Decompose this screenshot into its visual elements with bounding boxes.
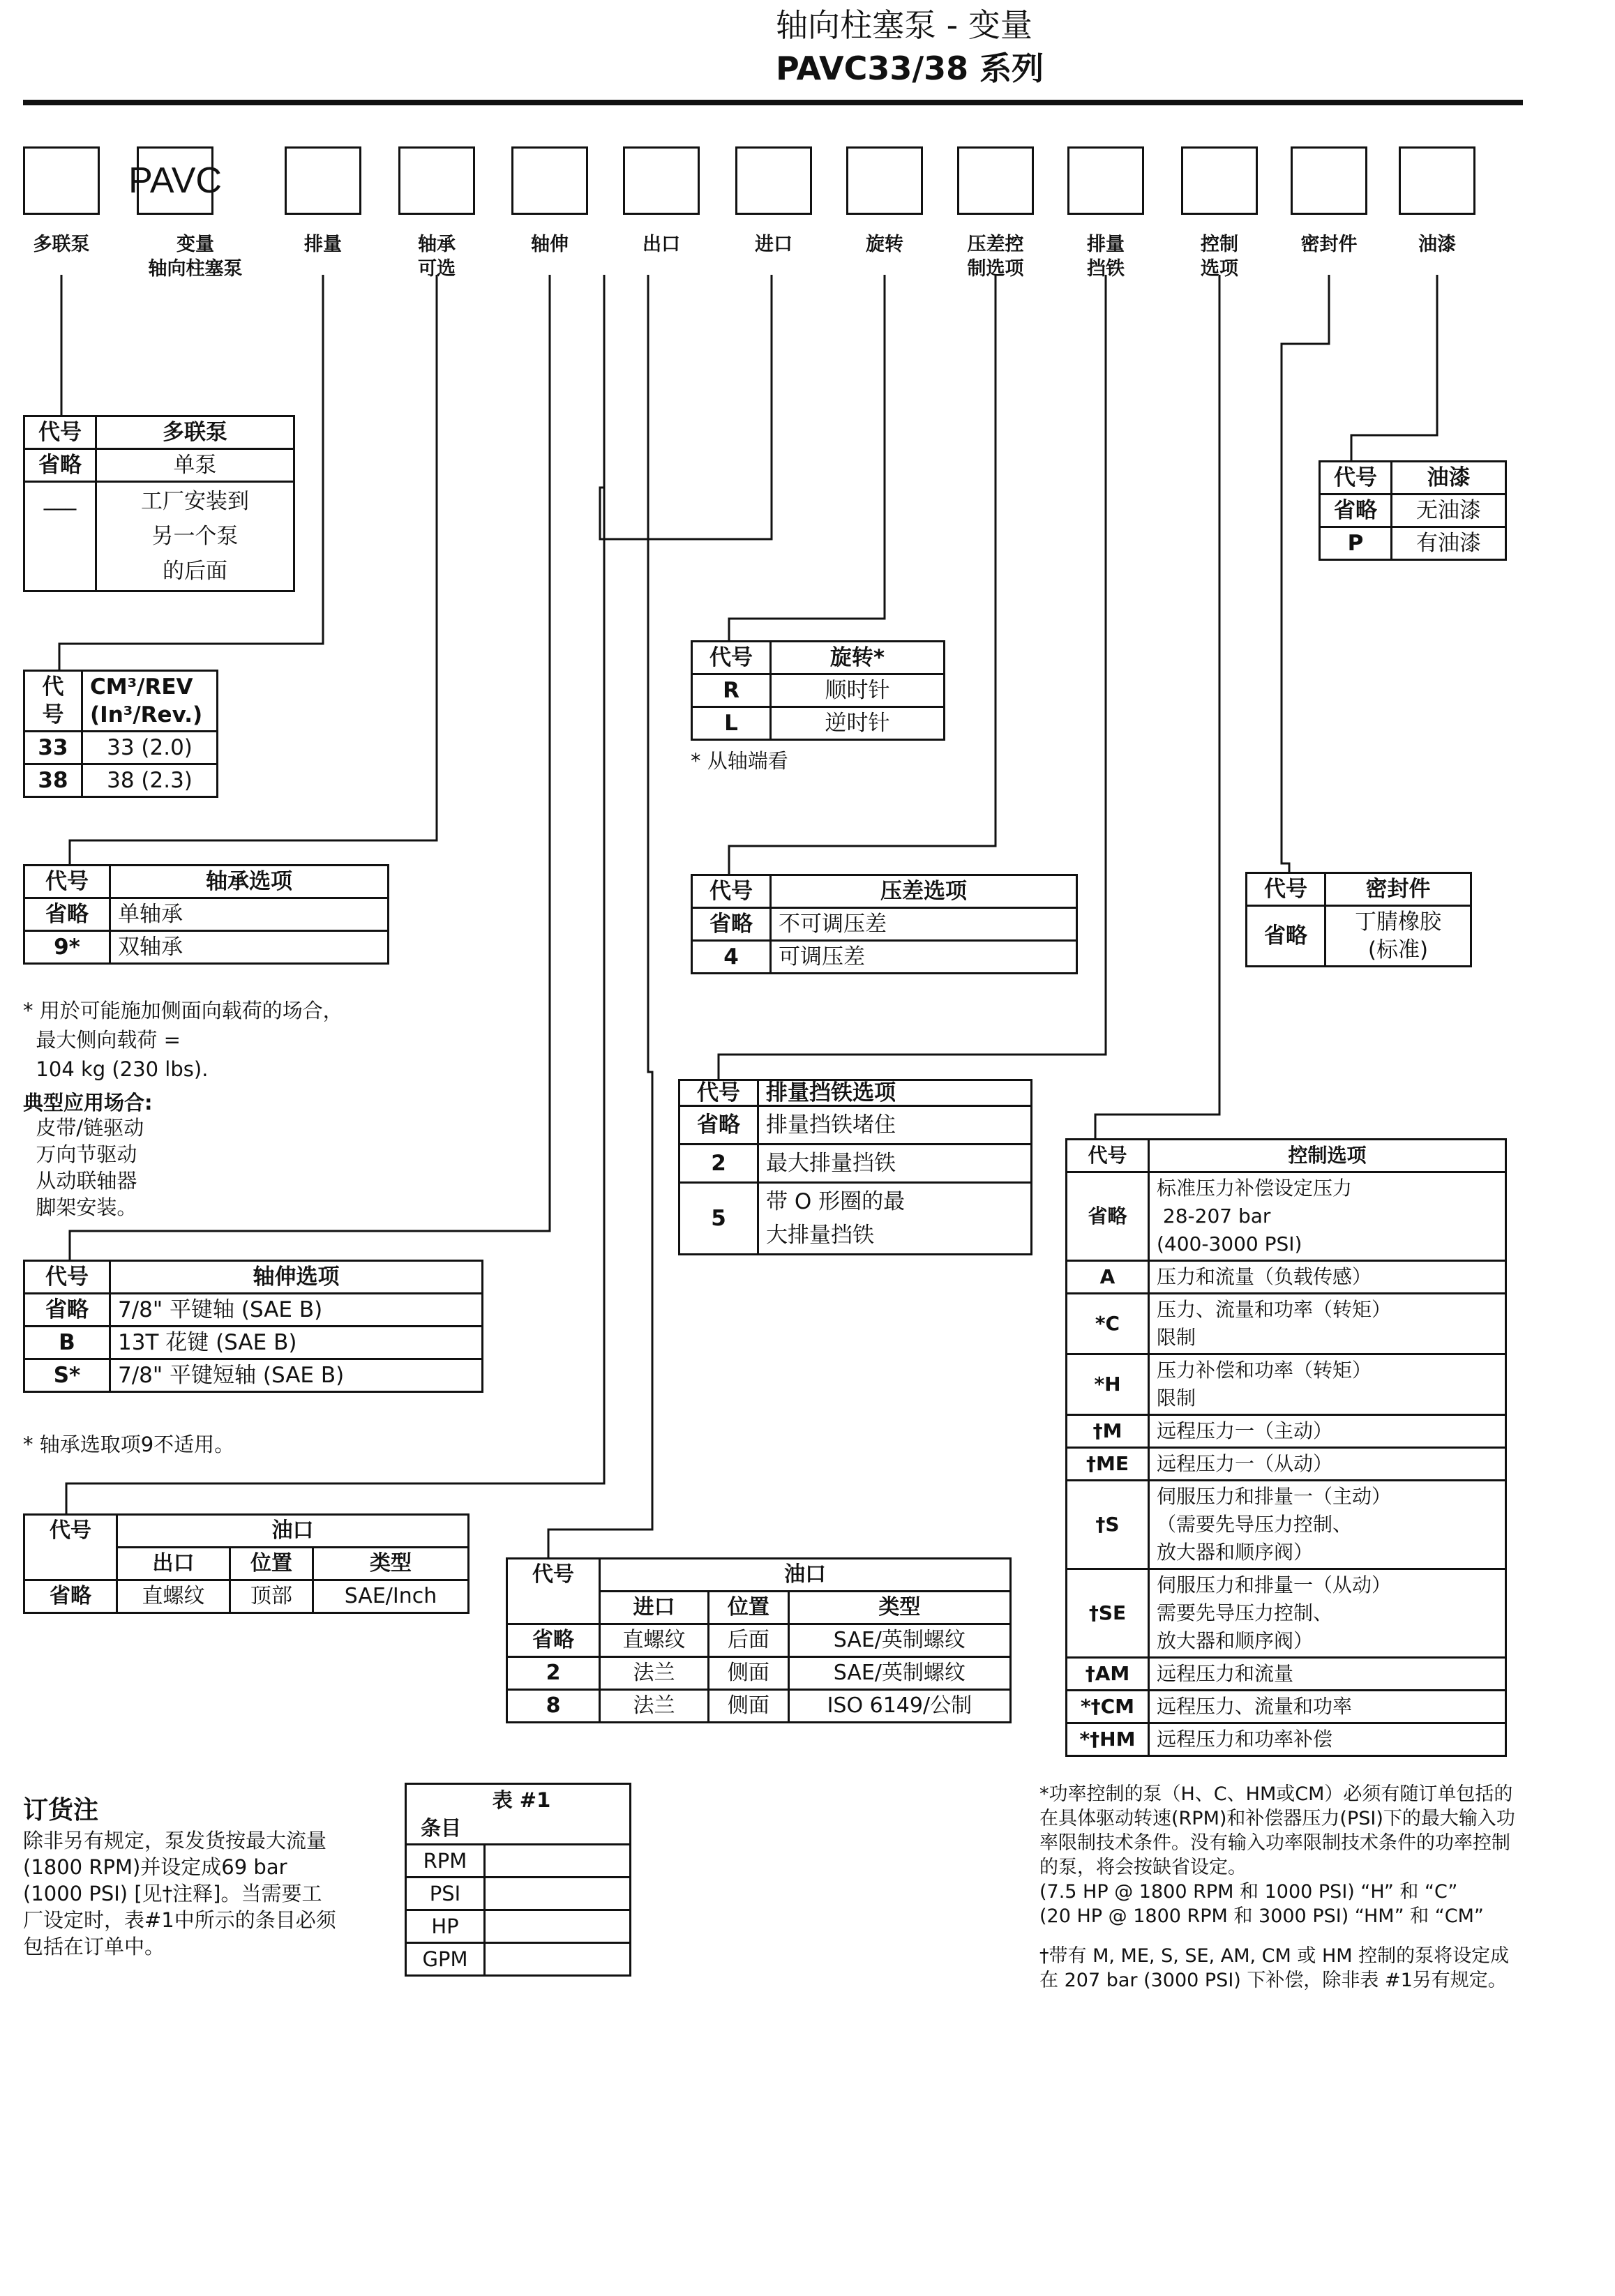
code-box-seal[interactable] bbox=[1291, 146, 1367, 215]
table-row bbox=[1067, 1415, 1506, 1448]
option-code: 省略 bbox=[1247, 906, 1325, 967]
table-row bbox=[1067, 1172, 1506, 1261]
option-desc: 无油漆 bbox=[1392, 494, 1506, 527]
option-code: P bbox=[1320, 527, 1392, 560]
header-desc: 轴伸选项 bbox=[110, 1261, 483, 1294]
displacement-table bbox=[23, 670, 218, 798]
option-type: SAE/英制螺纹 bbox=[788, 1657, 1010, 1690]
option-desc: 可调压差 bbox=[771, 941, 1077, 974]
label-control: 控制 选项 bbox=[1201, 234, 1238, 280]
header-desc: 油漆 bbox=[1392, 462, 1506, 494]
table-row bbox=[692, 941, 1077, 974]
option-position: 侧面 bbox=[709, 1657, 789, 1690]
table-row bbox=[692, 674, 945, 707]
header-code: 代号 bbox=[679, 1080, 758, 1106]
option-code: 省略 bbox=[1320, 494, 1392, 527]
option-code: *C bbox=[1067, 1294, 1149, 1354]
paint-table bbox=[1319, 460, 1507, 561]
table-row bbox=[1067, 1481, 1506, 1569]
table1-entry[interactable] bbox=[485, 1910, 631, 1943]
header-desc: 控制选项 bbox=[1149, 1140, 1506, 1172]
header-code: 代号 bbox=[692, 875, 771, 908]
table-row bbox=[24, 764, 218, 797]
option-desc: 单泵 bbox=[96, 449, 294, 482]
option-code: L bbox=[692, 707, 771, 740]
line-paint bbox=[1351, 275, 1437, 460]
table1 bbox=[405, 1783, 631, 1977]
option-code: 9* bbox=[24, 931, 110, 964]
option-type: ISO 6149/公制 bbox=[788, 1690, 1010, 1723]
table-row bbox=[406, 1943, 631, 1976]
header-desc: 压差选项 bbox=[771, 875, 1077, 908]
option-port: 法兰 bbox=[600, 1657, 709, 1690]
table1-item: GPM bbox=[406, 1943, 485, 1976]
table-row bbox=[1067, 1261, 1506, 1294]
ordering-title: 订货注 bbox=[23, 1796, 99, 1825]
table-row bbox=[24, 1294, 483, 1327]
option-code: 省略 bbox=[679, 1106, 758, 1145]
option-code: †S bbox=[1067, 1481, 1149, 1569]
header-code: 代号 bbox=[1247, 873, 1325, 906]
option-desc: 远程压力和流量 bbox=[1149, 1658, 1506, 1691]
label-series: 变量 轴向柱塞泵 bbox=[148, 234, 243, 280]
option-code: A bbox=[1067, 1261, 1149, 1294]
option-desc: 远程压力、流量和功率 bbox=[1149, 1691, 1506, 1723]
table-row bbox=[24, 1359, 483, 1392]
option-type: SAE/英制螺纹 bbox=[788, 1624, 1010, 1657]
table-row bbox=[24, 449, 294, 482]
bearing-table bbox=[23, 864, 389, 965]
table1-sub: 条目 bbox=[421, 1816, 462, 1840]
header-code: 代号 bbox=[24, 416, 96, 449]
header-desc: 轴承选项 bbox=[110, 866, 389, 898]
table-row bbox=[24, 1580, 469, 1613]
header-code: 代号 bbox=[24, 1515, 117, 1580]
header-desc: 密封件 bbox=[1325, 873, 1471, 906]
header-code: 代号 bbox=[24, 1261, 110, 1294]
code-box-multi[interactable] bbox=[23, 146, 100, 215]
code-box-inlet[interactable] bbox=[735, 146, 812, 215]
option-desc: 双轴承 bbox=[110, 931, 389, 964]
line-multi-inlet bbox=[600, 275, 772, 539]
option-desc: 不可调压差 bbox=[771, 908, 1077, 941]
inlet-table bbox=[506, 1557, 1012, 1723]
header-type: 类型 bbox=[313, 1548, 468, 1580]
typical-title: 典型应用场合: bbox=[23, 1091, 153, 1115]
option-code: 2 bbox=[507, 1657, 600, 1690]
option-desc: 压力、流量和功率（转矩） 限制 bbox=[1149, 1294, 1506, 1354]
table-row bbox=[507, 1624, 1011, 1657]
label-seal: 密封件 bbox=[1300, 234, 1358, 255]
option-desc: 逆时针 bbox=[771, 707, 945, 740]
shaft-table bbox=[23, 1260, 483, 1393]
table-row bbox=[1247, 906, 1471, 967]
label-inlet: 进口 bbox=[755, 234, 793, 255]
option-desc: 带 O 形圈的最 大排量挡铁 bbox=[758, 1183, 1032, 1255]
option-code: *H bbox=[1067, 1354, 1149, 1415]
option-code: 省略 bbox=[24, 1294, 110, 1327]
code-box-pressure[interactable] bbox=[957, 146, 1034, 215]
table-row bbox=[1067, 1723, 1506, 1756]
option-desc: 远程压力一（主动） bbox=[1149, 1415, 1506, 1448]
label-stop: 排量 挡铁 bbox=[1087, 234, 1125, 280]
footnote-dagger: †带有 M, ME, S, SE, AM, CM 或 HM 控制的泵将设定成在 207 bar (3000 PSI) 下补偿，除非表 #1另有规定。 bbox=[1039, 1945, 1510, 1991]
table-row bbox=[679, 1106, 1032, 1145]
option-desc: 13T 花键 (SAE B) bbox=[110, 1327, 483, 1359]
option-code: *†HM bbox=[1067, 1723, 1149, 1756]
option-code: 省略 bbox=[1067, 1172, 1149, 1261]
option-desc: 33 (2.0) bbox=[82, 732, 218, 764]
line-control bbox=[1095, 275, 1219, 1138]
stop-table bbox=[678, 1079, 1032, 1255]
option-position: 侧面 bbox=[709, 1690, 789, 1723]
table-row bbox=[1320, 494, 1506, 527]
option-desc: 远程压力一（从动） bbox=[1149, 1448, 1506, 1481]
header-desc: CM³/REV (In³/Rev.) bbox=[82, 671, 218, 732]
option-port: 法兰 bbox=[600, 1690, 709, 1723]
option-desc: 单轴承 bbox=[110, 898, 389, 931]
option-desc: 7/8" 平键轴 (SAE B) bbox=[110, 1294, 483, 1327]
control-table bbox=[1065, 1138, 1507, 1757]
table1-entry[interactable] bbox=[485, 1845, 631, 1878]
rotation-note: * 从轴端看 bbox=[691, 749, 788, 773]
header-code: 代号 bbox=[24, 866, 110, 898]
option-code: B bbox=[24, 1327, 110, 1359]
header-code: 代号 bbox=[507, 1559, 600, 1624]
table-row bbox=[1067, 1448, 1506, 1481]
title-line2: PAVC33/38 系列 bbox=[776, 50, 1044, 87]
table-row bbox=[679, 1183, 1032, 1255]
label-shaft: 轴伸 bbox=[531, 234, 569, 255]
option-desc: 7/8" 平键短轴 (SAE B) bbox=[110, 1359, 483, 1392]
header-position: 位置 bbox=[709, 1592, 789, 1624]
table-row bbox=[406, 1910, 631, 1943]
option-code: R bbox=[692, 674, 771, 707]
header-group: 油口 bbox=[117, 1515, 469, 1548]
header-position: 位置 bbox=[230, 1548, 313, 1580]
header-code: 代号 bbox=[24, 671, 82, 732]
footnote-star: *功率控制的泵（H、C、HM或CM）必须有随订单包括的在具体驱动转速(RPM)和补偿器压力(PSI)下的最大输入功率限制技术条件。没有输入功率限制技术条件的功率控制的泵，将会按缺省设定。 (7.5 HP @ 1800 RPM 和 1000 PSI) “H” 和 “C” (20 HP @ 1800 RPM 和 3000 PSI) “HM” 和 “CM” bbox=[1039, 1783, 1515, 1927]
table1-item: PSI bbox=[406, 1878, 485, 1910]
rotation-table bbox=[691, 640, 945, 741]
table-row bbox=[1067, 1354, 1506, 1415]
option-code: 省略 bbox=[692, 908, 771, 941]
option-code: ___ bbox=[24, 482, 96, 591]
option-position: 后面 bbox=[709, 1624, 789, 1657]
table-row bbox=[1067, 1691, 1506, 1723]
table-row bbox=[1320, 527, 1506, 560]
option-code: 省略 bbox=[507, 1624, 600, 1657]
typical-items: 皮带/链驱动 万向节驱动 从动联轴器 脚架安装。 bbox=[36, 1116, 144, 1219]
multi-pump-table bbox=[23, 415, 295, 592]
table1-item: HP bbox=[406, 1910, 485, 1943]
label-rotation: 旋转 bbox=[866, 234, 903, 255]
option-code: *†CM bbox=[1067, 1691, 1149, 1723]
table-row bbox=[1067, 1294, 1506, 1354]
code-box-displacement[interactable] bbox=[285, 146, 361, 215]
option-desc: 有油漆 bbox=[1392, 527, 1506, 560]
title-line1: 轴向柱塞泵 - 变量 bbox=[776, 6, 1032, 44]
line-seal bbox=[1282, 275, 1329, 872]
option-desc: 38 (2.3) bbox=[82, 764, 218, 797]
option-code: †SE bbox=[1067, 1569, 1149, 1658]
table-row bbox=[24, 482, 294, 591]
table-row bbox=[24, 931, 389, 964]
option-code: 38 bbox=[24, 764, 82, 797]
header-port: 进口 bbox=[600, 1592, 709, 1624]
code-box-shaft[interactable] bbox=[511, 146, 588, 215]
label-displacement: 排量 bbox=[304, 234, 342, 255]
seal-table bbox=[1245, 872, 1472, 967]
header-desc: 排量挡铁选项 bbox=[758, 1080, 1032, 1106]
option-code: 2 bbox=[679, 1145, 758, 1183]
option-desc: 伺服压力和排量一（主动） （需要先导压力控制、 放大器和顺序阀） bbox=[1149, 1481, 1506, 1569]
label-pressure: 压差控 制选项 bbox=[967, 234, 1024, 280]
header-desc: 多联泵 bbox=[96, 416, 294, 449]
option-desc: 顺时针 bbox=[771, 674, 945, 707]
option-desc: 标准压力补偿设定压力 28-207 bar (400-3000 PSI) bbox=[1149, 1172, 1506, 1261]
bearing-note: * 用於可能施加侧面向载荷的场合， 最大侧向载荷 = 104 kg (230 lbs). bbox=[23, 999, 343, 1081]
option-position: 顶部 bbox=[230, 1580, 313, 1613]
table-row bbox=[692, 908, 1077, 941]
table-row bbox=[1067, 1658, 1506, 1691]
code-box-series[interactable]: PAVC bbox=[137, 146, 213, 215]
option-port: 直螺纹 bbox=[600, 1624, 709, 1657]
outlet-table bbox=[23, 1513, 470, 1614]
option-desc: 伺服压力和排量一（从动） 需要先导压力控制、 放大器和顺序阀） bbox=[1149, 1569, 1506, 1658]
option-desc: 丁腈橡胶 (标准) bbox=[1325, 906, 1471, 967]
table-row bbox=[692, 707, 945, 740]
option-code: 省略 bbox=[24, 1580, 117, 1613]
table-row bbox=[507, 1657, 1011, 1690]
option-port: 直螺纹 bbox=[117, 1580, 230, 1613]
header-type: 类型 bbox=[788, 1592, 1010, 1624]
option-code: †AM bbox=[1067, 1658, 1149, 1691]
option-code: 8 bbox=[507, 1690, 600, 1723]
line-pressure bbox=[729, 275, 996, 874]
option-desc: 工厂安装到 另一个泵 的后面 bbox=[96, 482, 294, 591]
header-group: 油口 bbox=[600, 1559, 1011, 1592]
ordering-text: 除非另有规定，泵发货按最大流量(1800 RPM)并设定成69 bar (1000 PSI) [见†注释]。当需要工厂设定时，表#1中所示的条目必须包括在订单中。 bbox=[23, 1829, 336, 1958]
option-code: 5 bbox=[679, 1183, 758, 1255]
option-desc: 压力和流量（负载传感） bbox=[1149, 1261, 1506, 1294]
code-box-paint[interactable] bbox=[1399, 146, 1475, 215]
option-code: †M bbox=[1067, 1415, 1149, 1448]
table1-entry[interactable] bbox=[485, 1878, 631, 1910]
table1-item: RPM bbox=[406, 1845, 485, 1878]
option-desc: 排量挡铁堵住 bbox=[758, 1106, 1032, 1145]
table-row bbox=[507, 1690, 1011, 1723]
header-desc: 旋转* bbox=[771, 642, 945, 674]
option-code: 33 bbox=[24, 732, 82, 764]
line-rotation bbox=[729, 275, 885, 640]
code-box-outlet[interactable] bbox=[623, 146, 700, 215]
option-code: 省略 bbox=[24, 449, 96, 482]
table1-entry[interactable] bbox=[485, 1943, 631, 1976]
line-inlet bbox=[548, 275, 652, 1557]
table-row bbox=[406, 1878, 631, 1910]
label-outlet: 出口 bbox=[643, 234, 680, 255]
option-type: SAE/Inch bbox=[313, 1580, 468, 1613]
header-code: 代号 bbox=[692, 642, 771, 674]
table-row bbox=[24, 898, 389, 931]
code-box-bearing[interactable] bbox=[398, 146, 475, 215]
code-box-stop[interactable] bbox=[1067, 146, 1144, 215]
table-row bbox=[24, 1327, 483, 1359]
table-row bbox=[679, 1145, 1032, 1183]
table1-title: 表 #1 bbox=[492, 1788, 551, 1812]
option-code: 省略 bbox=[24, 898, 110, 931]
code-box-control[interactable] bbox=[1181, 146, 1258, 215]
option-code: S* bbox=[24, 1359, 110, 1392]
header-port: 出口 bbox=[117, 1548, 230, 1580]
table-row bbox=[1067, 1569, 1506, 1658]
option-code: 4 bbox=[692, 941, 771, 974]
label-paint: 油漆 bbox=[1418, 234, 1456, 255]
label-multi: 多联泵 bbox=[33, 234, 90, 255]
pressure-diff-table bbox=[691, 874, 1078, 974]
option-desc: 压力补偿和功率（转矩） 限制 bbox=[1149, 1354, 1506, 1415]
shaft-note: * 轴承选取项9不适用。 bbox=[23, 1433, 235, 1456]
header-code: 代号 bbox=[1320, 462, 1392, 494]
label-bearing: 轴承 可选 bbox=[418, 234, 456, 280]
option-desc: 最大排量挡铁 bbox=[758, 1145, 1032, 1183]
table-row bbox=[24, 732, 218, 764]
option-code: †ME bbox=[1067, 1448, 1149, 1481]
code-box-rotation[interactable] bbox=[846, 146, 923, 215]
table-row bbox=[406, 1845, 631, 1878]
header-code: 代号 bbox=[1067, 1140, 1149, 1172]
option-desc: 远程压力和功率补偿 bbox=[1149, 1723, 1506, 1756]
